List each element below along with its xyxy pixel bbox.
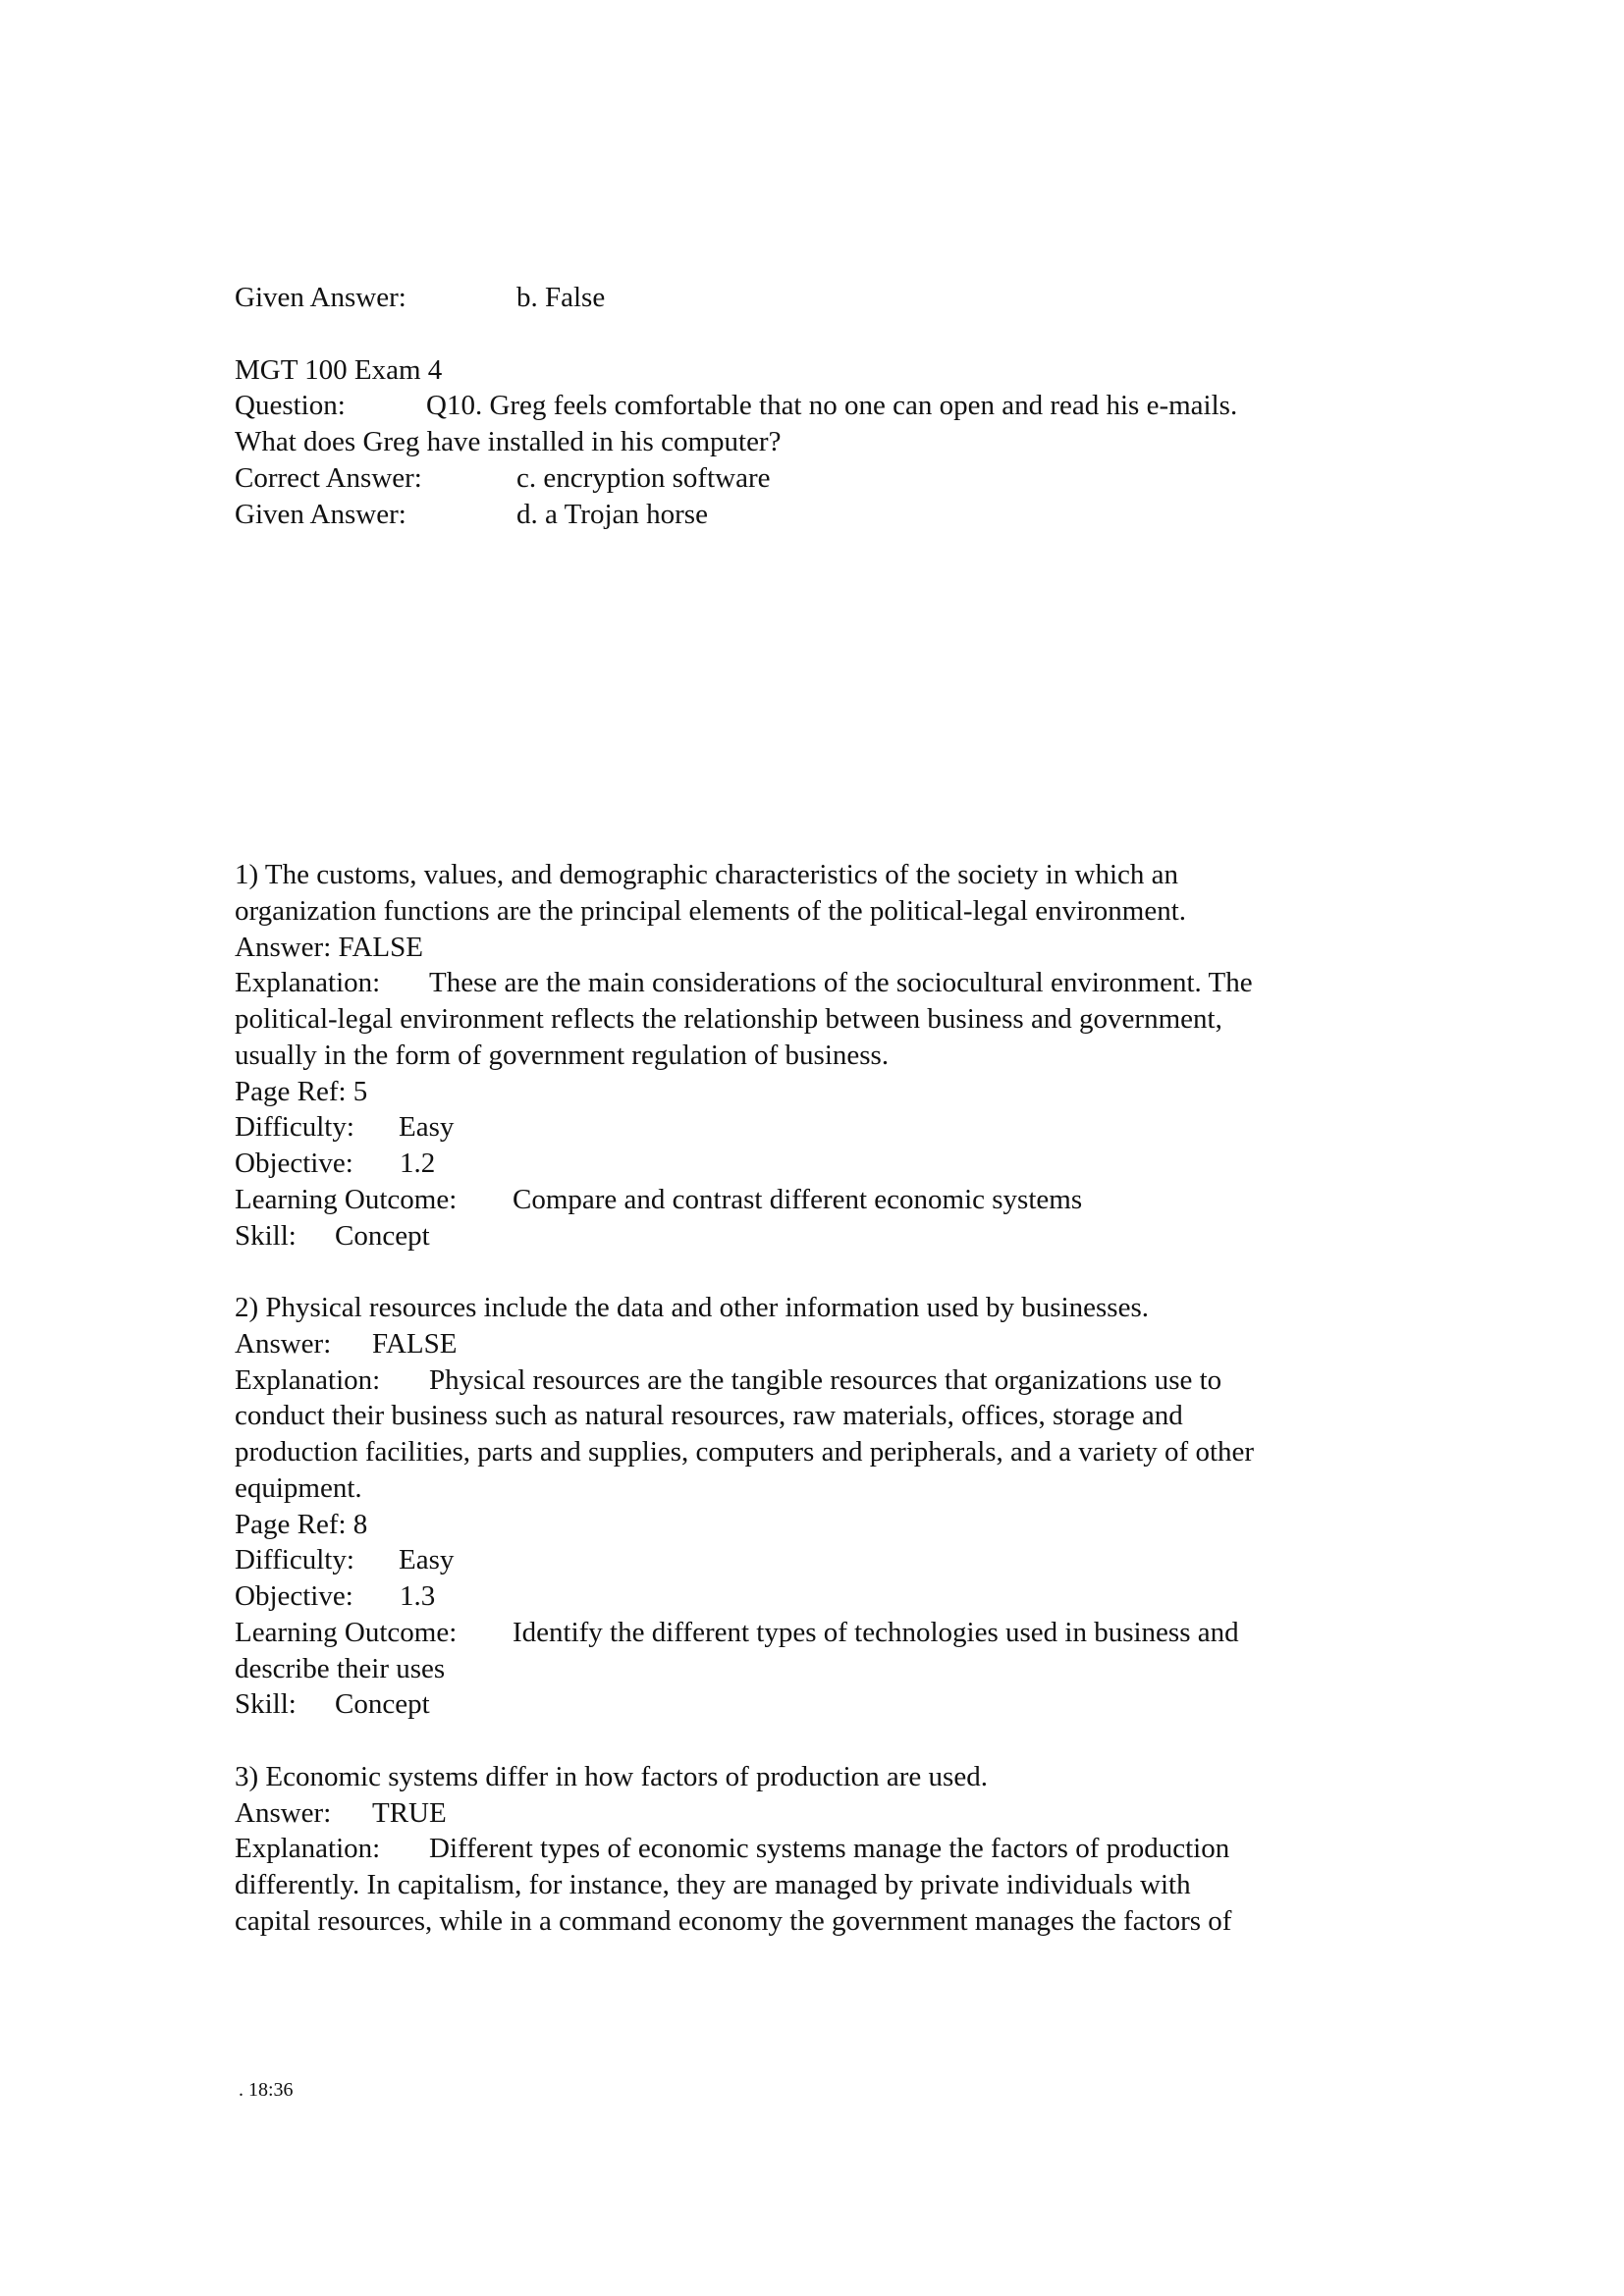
question-text: organization functions are the principal elements of the political-legal environment. [235, 894, 1187, 927]
objective [235, 1578, 1413, 1615]
skill [235, 1218, 1413, 1255]
value: TRUE [372, 1796, 447, 1829]
answer [235, 1795, 1413, 1832]
value: Concept [335, 1219, 430, 1252]
label: Difficulty: [235, 1111, 354, 1144]
exam-question [235, 388, 1413, 424]
explanation-cont: usually in the form of government regulation of business. [235, 1039, 890, 1071]
prev-given-answer [235, 280, 1413, 316]
label: Objective: [235, 1148, 353, 1179]
objective [235, 1146, 1413, 1182]
label: Skill: [235, 1688, 297, 1721]
value: Easy [399, 1111, 455, 1144]
document-page [235, 280, 1413, 1940]
value: Q10. Greg feels comfortable that no one can open and read his e-mails. [426, 390, 1238, 422]
exam-given-answer [235, 497, 1413, 533]
page-ref: Page Ref: 8 [235, 1508, 368, 1540]
label: Explanation: [235, 1363, 381, 1396]
label: Question: [235, 390, 346, 422]
label: Correct Answer: [235, 461, 422, 494]
label: Answer: [235, 1796, 332, 1829]
value: b. False [516, 282, 606, 313]
value: 1.3 [400, 1580, 436, 1612]
question-text: 2) Physical resources include the data and other information used by businesses. [235, 1292, 1149, 1323]
exam-title: MGT 100 Exam 4 [235, 353, 443, 386]
question-item-3 [235, 1759, 1413, 1940]
value: Identify the different types of technologies used in business and [513, 1616, 1239, 1648]
exam-question-cont: What does Greg have installed in his computer? [235, 426, 782, 457]
question-item-1 [235, 857, 1413, 1254]
explanation-cont: equipment. [235, 1471, 362, 1504]
label: Skill: [235, 1219, 297, 1252]
explanation [235, 1362, 1413, 1399]
explanation [235, 1831, 1413, 1867]
value: 1.2 [400, 1148, 436, 1179]
skill [235, 1686, 1413, 1723]
difficulty [235, 1109, 1413, 1146]
label: Given Answer: [235, 282, 406, 313]
label: Given Answer: [235, 498, 406, 530]
learning-outcome [235, 1182, 1413, 1218]
label: Answer: [235, 1327, 332, 1360]
label: Explanation: [235, 1833, 381, 1865]
value: Compare and contrast different economic systems [513, 1183, 1083, 1215]
value: Easy [399, 1544, 455, 1576]
label: Learning Outcome: [235, 1616, 458, 1648]
label: Objective: [235, 1580, 353, 1612]
learning-outcome [235, 1615, 1413, 1651]
value: c. encryption software [516, 461, 771, 494]
explanation-cont: political-legal environment reflects the relationship between business and government, [235, 1003, 1222, 1035]
value: Concept [335, 1688, 430, 1721]
value: Physical resources are the tangible resources that organizations use to [429, 1363, 1222, 1396]
answer: Answer: FALSE [235, 931, 423, 963]
question-text: 3) Economic systems differ in how factors of production are used. [235, 1760, 988, 1792]
value: d. a Trojan horse [516, 498, 708, 530]
difficulty [235, 1542, 1413, 1578]
question-item-2 [235, 1290, 1413, 1723]
explanation [235, 965, 1413, 1001]
label: Learning Outcome: [235, 1183, 458, 1215]
exam-correct-answer [235, 460, 1413, 497]
footer-time: . 18:36 [239, 2079, 294, 2101]
page-ref: Page Ref: 5 [235, 1075, 368, 1107]
explanation-cont: capital resources, while in a command economy the government manages the factors of [235, 1904, 1232, 1937]
explanation-cont: production facilities, parts and supplies, computers and peripherals, and a variety of other [235, 1436, 1255, 1468]
value: FALSE [372, 1327, 458, 1360]
value: Different types of economic systems manage the factors of production [429, 1833, 1230, 1865]
question-text: 1) The customs, values, and demographic characteristics of the society in which an [235, 859, 1178, 890]
answer [235, 1326, 1413, 1362]
value: These are the main considerations of the sociocultural environment. The [429, 967, 1253, 999]
label: Difficulty: [235, 1544, 354, 1576]
explanation-cont: differently. In capitalism, for instance, they are managed by private individuals with [235, 1869, 1191, 1900]
learning-outcome-cont: describe their uses [235, 1652, 446, 1684]
explanation-cont: conduct their business such as natural resources, raw materials, offices, storage and [235, 1400, 1183, 1432]
label: Explanation: [235, 967, 381, 999]
